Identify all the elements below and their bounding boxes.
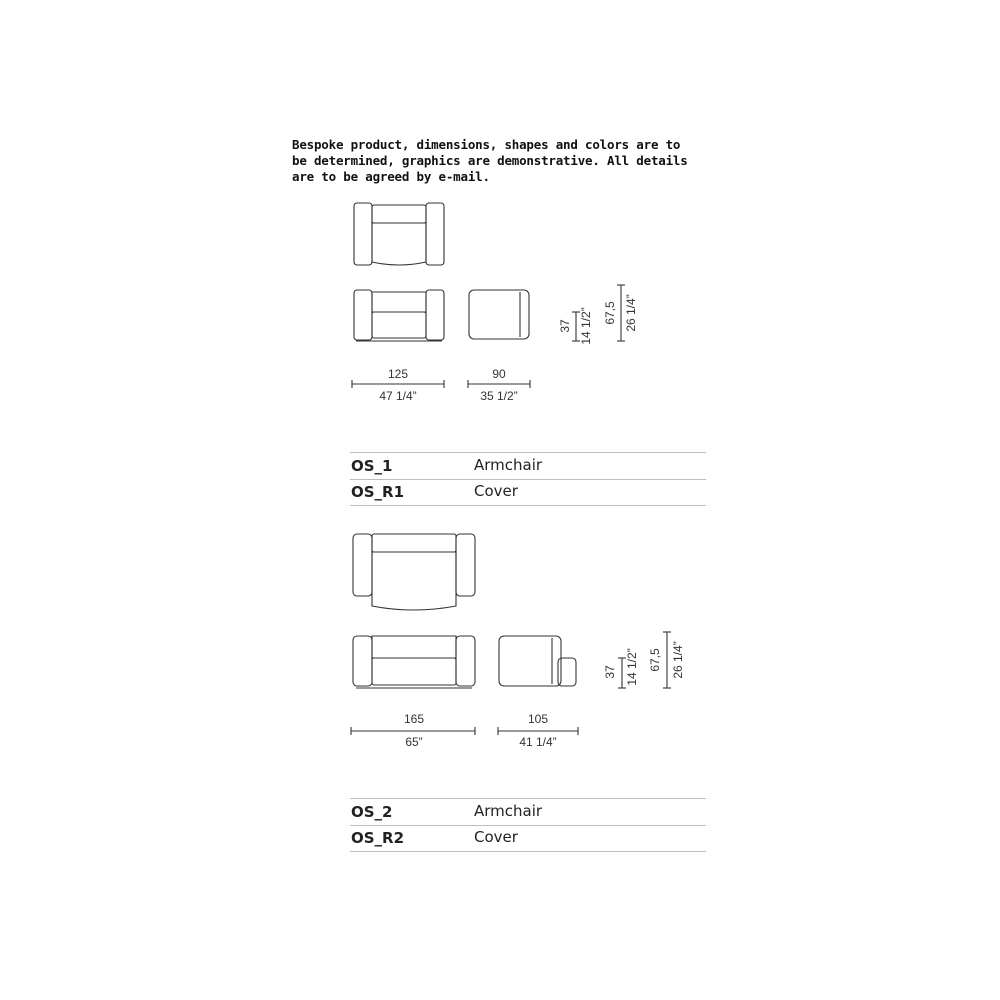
armchair-2-side-view	[499, 636, 576, 686]
armchair-2-top-view	[353, 534, 475, 610]
height-in-label: 26 1/4”	[624, 294, 638, 332]
armchair-2-front-view	[353, 636, 475, 688]
product-description: Cover	[474, 828, 518, 846]
width-cm-label: 125	[387, 367, 409, 381]
seat-height-in-label: 14 1/2”	[579, 307, 593, 345]
depth-in-label: 35 1/2”	[480, 389, 518, 403]
product-code: OS_R2	[351, 829, 405, 847]
height-in-label: 26 1/4”	[671, 641, 685, 679]
product-code: OS_1	[351, 457, 393, 475]
armchair-2-depth-dimension	[498, 727, 578, 735]
height-cm-label: 67,5	[603, 301, 617, 325]
depth-cm-label: 105	[527, 712, 549, 726]
product-description: Armchair	[474, 802, 543, 820]
product-description: Cover	[474, 482, 518, 500]
armchair-1-depth-dimension	[468, 380, 530, 388]
depth-in-label: 41 1/4”	[519, 735, 557, 749]
seat-height-cm-label: 37	[558, 319, 572, 333]
product-row	[350, 452, 706, 480]
depth-cm-label: 90	[492, 367, 506, 381]
product-row	[350, 825, 706, 852]
note-line: are to be agreed by e-mail.	[292, 169, 490, 184]
armchair-1-front-view	[354, 290, 444, 341]
note-line: Bespoke product, dimensions, shapes and colors are to	[292, 137, 681, 152]
seat-height-in-label: 14 1/2”	[625, 648, 639, 686]
height-cm-label: 67,5	[648, 648, 662, 672]
armchair-2-width-dimension	[351, 727, 475, 735]
product-row	[350, 798, 706, 826]
armchair-2-height-dimension	[663, 632, 671, 688]
width-in-label: 47 1/4”	[379, 389, 417, 403]
seat-height-cm-label: 37	[603, 665, 617, 679]
armchair-1-width-dimension	[352, 380, 444, 388]
note-line: be determined, graphics are demonstrative. All details	[292, 153, 688, 168]
product-code: OS_2	[351, 803, 393, 821]
width-in-label: 65”	[405, 735, 423, 749]
product-description: Armchair	[474, 456, 543, 474]
armchair-1-side-view	[469, 290, 529, 339]
product-row	[350, 479, 706, 506]
product-code: OS_R1	[351, 483, 405, 501]
width-cm-label: 165	[403, 712, 425, 726]
armchair-1-top-view	[354, 203, 444, 265]
